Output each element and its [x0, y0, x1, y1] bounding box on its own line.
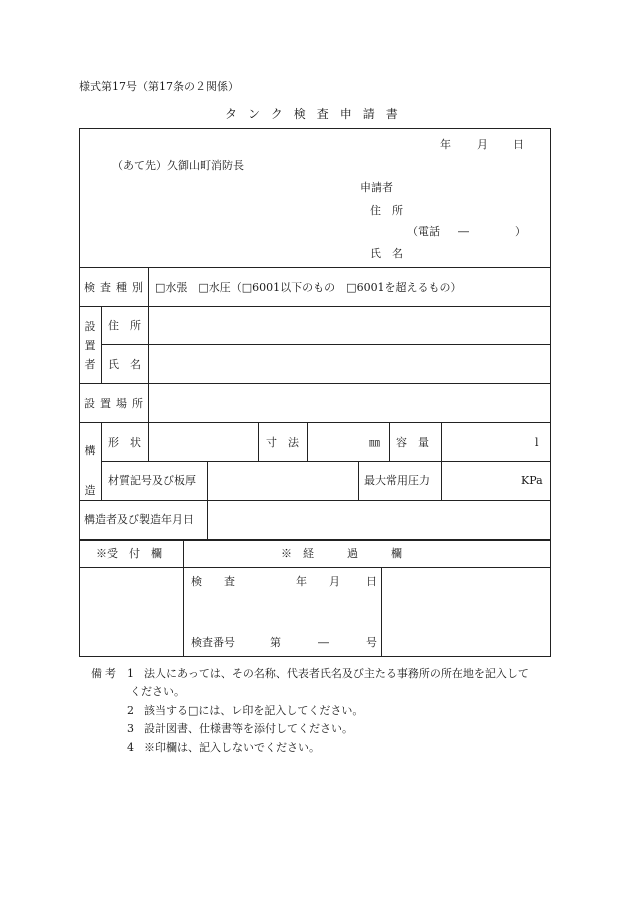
pressure-label: 最大常用圧力 — [364, 474, 430, 487]
col-divider — [441, 422, 442, 500]
capacity-label: 容 量 — [396, 436, 429, 449]
date-year: 年 — [440, 138, 451, 151]
inspection-year: 年 — [296, 575, 307, 588]
col-divider — [148, 267, 149, 461]
col-divider — [207, 500, 208, 539]
date-day: 日 — [513, 138, 524, 151]
applicant-address-label: 住 所 — [370, 204, 403, 217]
capacity-unit: l — [535, 436, 539, 449]
dimension-unit: ㎜ — [369, 436, 380, 449]
note-text-continued: ください。 — [130, 685, 185, 698]
col-divider — [307, 422, 308, 461]
structure-label: 構造 — [84, 444, 96, 497]
location-label: 設置場所 — [84, 397, 148, 410]
col-divider — [101, 306, 102, 383]
phone-close: ） — [515, 225, 526, 238]
col-divider — [389, 422, 390, 461]
row-divider — [79, 306, 551, 307]
installer-label: 設置者 — [84, 320, 96, 371]
inspection-month: 月 — [329, 575, 340, 588]
notes-label: 備考 — [91, 667, 119, 680]
row-divider — [101, 344, 551, 345]
inspection-date-label: 検 査 — [191, 575, 235, 588]
reception-label: ※受 付 欄 — [96, 547, 162, 560]
col-divider — [101, 422, 102, 500]
note-text: 法人にあっては、その名称、代表者氏名及び主たる事務所の所在地を記入して — [144, 667, 529, 680]
applicant-label: 申請者 — [360, 181, 393, 194]
row-divider — [79, 567, 551, 568]
row-divider — [79, 267, 551, 268]
row-divider — [79, 422, 551, 423]
row-divider — [101, 461, 551, 462]
inspection-number-dash: ― — [318, 636, 329, 649]
progress-label: ※ 経 過 欄 — [281, 547, 402, 560]
table-top-border — [79, 128, 551, 129]
material-label: 材質記号及び板厚 — [108, 474, 196, 487]
col-divider — [183, 539, 184, 656]
phone-label: （電話 — [407, 225, 440, 238]
table-bottom-border — [79, 656, 551, 657]
inspection-number-label: 検査番号 — [191, 636, 235, 649]
addressee: （あて先）久御山町消防長 — [112, 159, 244, 172]
note-text: ※印欄は、記入しないでください。 — [144, 741, 320, 754]
col-divider — [358, 461, 359, 500]
note-number: 1 — [127, 667, 134, 680]
row-divider — [79, 500, 551, 501]
form-title: タンク検査申請書 — [225, 107, 409, 121]
col-divider — [258, 422, 259, 461]
shape-label: 形 状 — [108, 436, 141, 449]
dimension-label: 寸 法 — [266, 436, 299, 449]
table-right-border — [550, 128, 551, 656]
row-divider — [79, 383, 551, 384]
note-number: 4 — [127, 741, 134, 754]
date-month: 月 — [477, 138, 488, 151]
manufacturer-label: 構造者及び製造年月日 — [84, 513, 194, 526]
inspection-day: 日 — [366, 575, 377, 588]
applicant-name-label: 氏 名 — [370, 247, 403, 260]
section-divider — [79, 539, 551, 541]
phone-dash: ― — [458, 225, 469, 238]
note-number: 2 — [127, 704, 134, 717]
inspection-type-options[interactable]: □水張 □水圧（□6001以下のもの □6001を超えるもの） — [155, 281, 462, 294]
installer-address-label: 住 所 — [108, 319, 141, 332]
inspection-number-suffix: 号 — [366, 636, 377, 649]
table-left-border — [79, 128, 80, 656]
installer-name-label: 氏 名 — [108, 358, 141, 371]
note-number: 3 — [127, 722, 134, 735]
note-text: 設計図書、仕様書等を添付してください。 — [144, 722, 353, 735]
pressure-unit: KPa — [521, 474, 543, 487]
inspection-type-label: 検査種別 — [84, 281, 148, 294]
col-divider — [381, 567, 382, 656]
note-text: 該当する□には、レ印を記入してください。 — [144, 704, 364, 717]
inspection-number-prefix: 第 — [270, 636, 281, 649]
form-number: 様式第17号（第17条の２関係） — [79, 80, 239, 93]
col-divider — [207, 461, 208, 500]
